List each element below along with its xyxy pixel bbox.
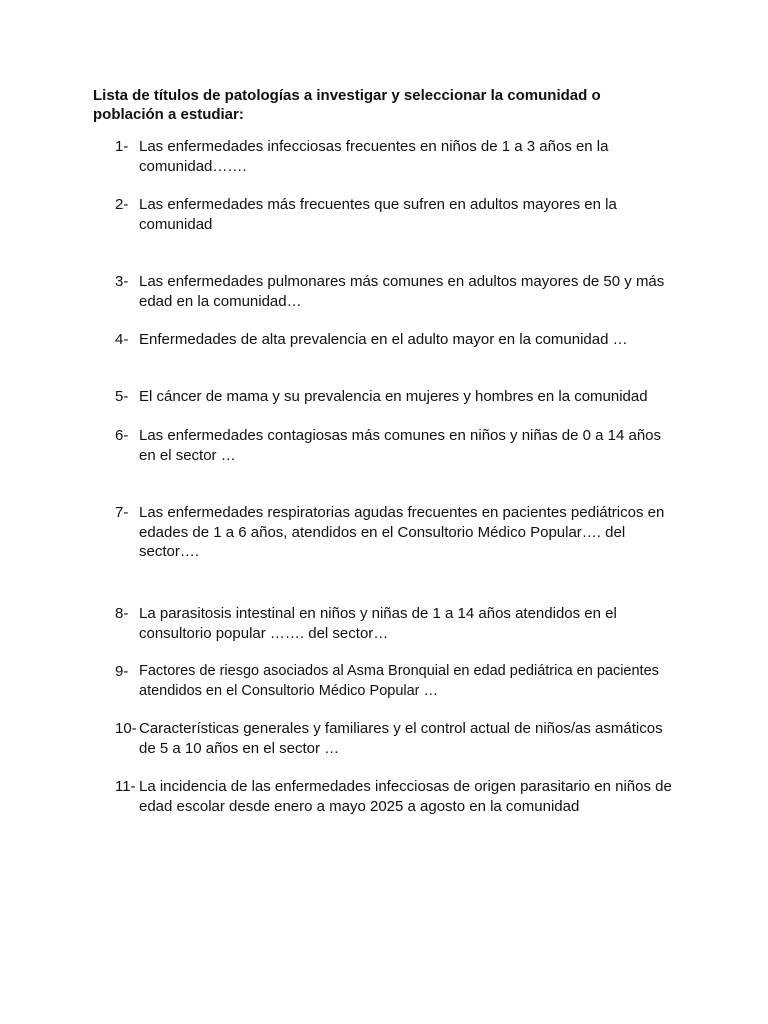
list-item-number: 6- bbox=[115, 427, 129, 444]
list-item-text: Las enfermedades infecciosas frecuentes en niños de 1 a 3 años en la comunidad……. bbox=[139, 138, 609, 175]
document-heading: Lista de títulos de patologías a investigar y seleccionar la comunidad o población a estudiar: bbox=[93, 87, 601, 123]
list-item-text: Las enfermedades pulmonares más comunes en adultos mayores de 50 y más edad en la comunidad… bbox=[139, 273, 665, 310]
list-item bbox=[115, 604, 675, 643]
list-item-number: 2- bbox=[115, 196, 129, 213]
list-item bbox=[115, 387, 675, 407]
list-item-number: 4- bbox=[115, 331, 129, 348]
list-item-number: 8- bbox=[115, 605, 129, 622]
list-item bbox=[115, 272, 675, 311]
list-item-number: 7- bbox=[115, 504, 129, 521]
list-item-text: Características generales y familiares y el control actual de niños/as asmáticos de 5 a 10 años en el sector … bbox=[139, 720, 663, 757]
list-item-number: 11- bbox=[115, 778, 136, 795]
list-item bbox=[115, 137, 675, 176]
list-item-text: El cáncer de mama y su prevalencia en mujeres y hombres en la comunidad bbox=[139, 388, 648, 405]
list-item bbox=[115, 503, 675, 562]
list-item-text: La parasitosis intestinal en niños y niñas de 1 a 14 años atendidos en el consultorio popular ……. del sector… bbox=[139, 605, 617, 642]
list-item-text: Las enfermedades respiratorias agudas frecuentes en pacientes pediátricos en edades de 1 a 6 años, atendidos en el Consultorio Médico Popular…. del sector…. bbox=[139, 504, 665, 560]
list-item-text: Las enfermedades contagiosas más comunes en niños y niñas de 0 a 14 años en el sector … bbox=[139, 427, 661, 464]
list-item-number: 5- bbox=[115, 388, 129, 405]
list-item-text: Enfermedades de alta prevalencia en el adulto mayor en la comunidad … bbox=[139, 331, 628, 348]
list-item bbox=[115, 330, 675, 350]
list-item-text: Las enfermedades más frecuentes que sufren en adultos mayores en la comunidad bbox=[139, 196, 617, 233]
list-item bbox=[115, 662, 675, 701]
list-item bbox=[115, 719, 675, 758]
list-item-number: 10- bbox=[115, 720, 137, 737]
list-item-number: 1- bbox=[115, 138, 129, 155]
list-item-text: La incidencia de las enfermedades infecciosas de origen parasitario en niños de edad escolar desde enero a mayo 2025 a agosto en la comunidad bbox=[139, 778, 672, 815]
list-item-number: 9- bbox=[115, 663, 129, 680]
list-item bbox=[115, 777, 675, 816]
list-item bbox=[115, 426, 675, 465]
list-item-text: Factores de riesgo asociados al Asma Bronquial en edad pediátrica en pacientes atendidos en el Consultorio Médico Popular … bbox=[139, 663, 659, 699]
list-item bbox=[115, 195, 675, 234]
list-item-number: 3- bbox=[115, 273, 129, 290]
